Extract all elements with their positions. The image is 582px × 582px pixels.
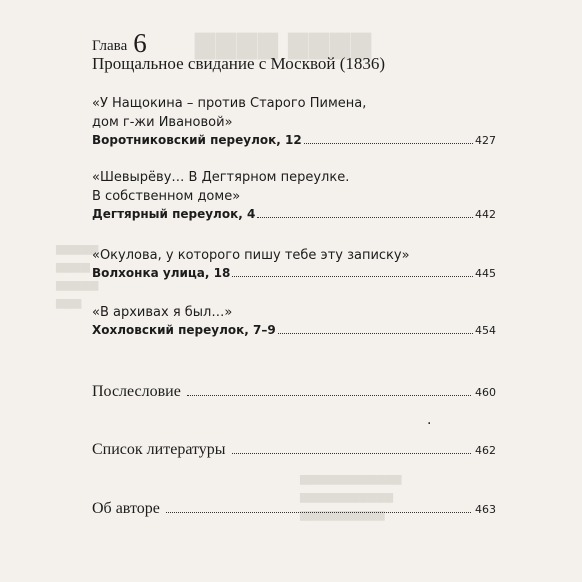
entry-quote-line: В собственном доме» [92,189,241,204]
entry-quote-line: дом г-жи Ивановой» [92,115,233,130]
tail-label: Список литературы [92,441,226,458]
leader-dots [257,217,473,218]
leader-dots [278,333,473,334]
chapter-number: 6 [133,28,147,58]
entry-quote-line: «В архивах я был…» [92,305,233,320]
entry-address-line [92,323,496,337]
leader-dots [232,453,471,454]
leader-dots [304,143,473,144]
entry-page-number: 427 [475,134,496,147]
entry-address: Хохловский переулок, 7–9 [92,323,276,337]
entry-page-number: 442 [475,208,496,221]
leader-dots [166,512,471,513]
entry-quote-line: «Шевырёву… В Дегтярном переулке. [92,170,350,185]
leader-dots [232,276,473,277]
toc-tail-entry[interactable] [92,383,496,401]
stray-dot-mark: . [427,412,432,428]
chapter-word: Глава [92,38,128,54]
show-through-shadow: ▆▆▆▆▆▆▆▆▆▆▆▆ ▆▆▆▆▆▆▆▆▆▆▆ ▆▆▆▆▆▆▆▆▆▆ [300,472,402,521]
toc-tail-entry[interactable] [92,500,496,518]
entry-address-line [92,133,496,147]
toc-entry[interactable] [92,246,496,280]
entry-quote-line: «У Нащокина – против Старого Пимена, [92,96,367,111]
entry-address: Воротниковский переулок, 12 [92,133,302,147]
entry-address: Дегтярный переулок, 4 [92,207,256,221]
entry-address-line [92,207,496,221]
toc-entry[interactable] [92,168,496,221]
show-through-shadow: ▆▆▆▆▆ ▆▆▆▆ ▆▆▆▆▆ ▆▆▆ [56,242,99,309]
entry-address-line [92,266,496,280]
toc-entry[interactable] [92,94,496,147]
leader-dots [187,395,471,396]
tail-page-number: 463 [475,503,496,516]
tail-page-number: 460 [475,386,496,399]
chapter-title: Прощальное свидание с Москвой (1836) [92,54,386,73]
show-through-shadow: ▇▇▇▇ ▇▇▇▇ [195,30,373,60]
tail-page-number: 462 [475,444,496,457]
tail-label: Об авторе [92,500,160,517]
tail-label: Послесловие [92,383,181,400]
toc-tail-entry[interactable] [92,441,496,459]
entry-address: Волхонка улица, 18 [92,266,231,280]
toc-entry[interactable] [92,303,496,337]
entry-page-number: 454 [475,324,496,337]
entry-quote-line: «Окулова, у которого пишу тебе эту записку» [92,248,410,263]
entry-page-number: 445 [475,267,496,280]
